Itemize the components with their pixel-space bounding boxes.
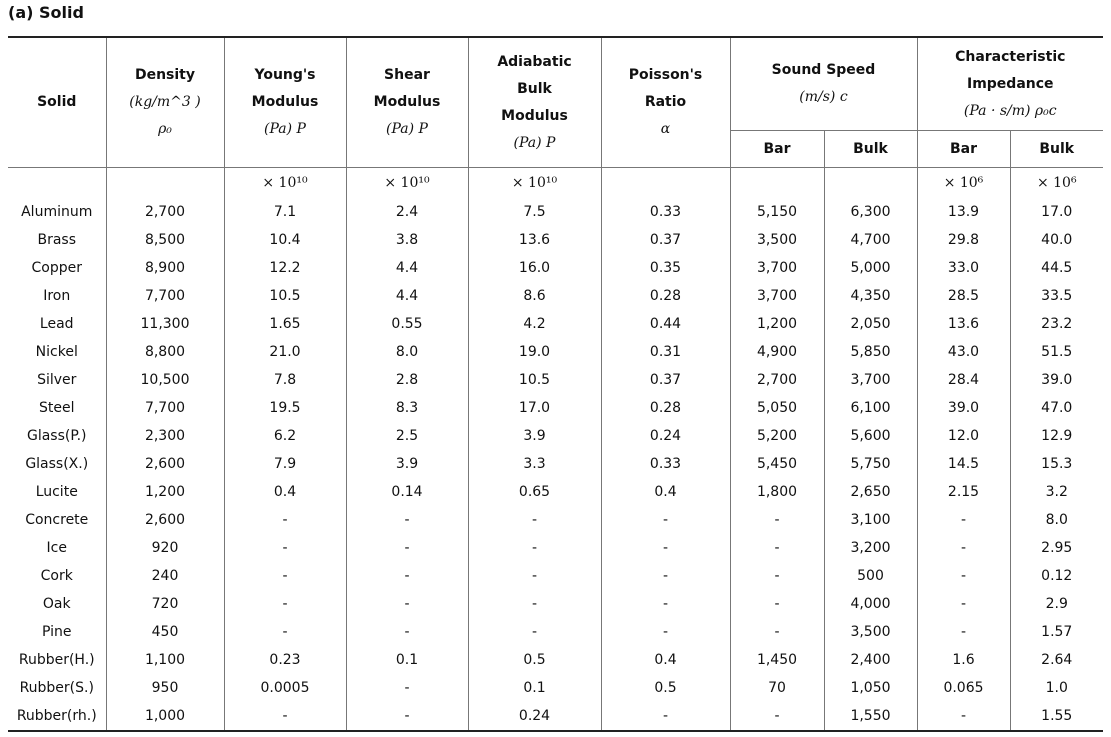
value-cell: 6,300 bbox=[824, 198, 917, 226]
table-row bbox=[8, 422, 1103, 450]
value-cell: - bbox=[917, 534, 1010, 562]
table-row bbox=[8, 198, 1103, 226]
value-cell: 0.33 bbox=[601, 450, 730, 478]
value-cell: - bbox=[601, 562, 730, 590]
value-cell: 8.6 bbox=[468, 282, 601, 310]
value-cell: 0.5 bbox=[468, 646, 601, 674]
solid-name-cell: Oak bbox=[8, 590, 106, 618]
value-cell: 16.0 bbox=[468, 254, 601, 282]
value-cell: - bbox=[917, 702, 1010, 731]
value-cell: 23.2 bbox=[1041, 316, 1073, 332]
value-cell: 0.4 bbox=[601, 646, 730, 674]
value-cell: 1,050 bbox=[824, 674, 917, 702]
header-sound-speed: Sound Speed (m/s) c bbox=[730, 37, 917, 131]
multiplier-cell bbox=[106, 168, 224, 199]
value-cell: 8,900 bbox=[106, 254, 224, 282]
value-cell: 10.5 bbox=[468, 366, 601, 394]
value-cell: 3.9 bbox=[346, 450, 468, 478]
value-cell: 12.9 bbox=[1041, 428, 1073, 444]
solid-name-cell: Iron bbox=[8, 282, 106, 310]
multiplier-row bbox=[8, 168, 1103, 199]
value-cell: - bbox=[224, 590, 346, 618]
value-cell: 13.6 bbox=[917, 310, 1010, 338]
value-cell: 0.33 bbox=[601, 198, 730, 226]
table-row bbox=[8, 506, 1103, 534]
multiplier-cell bbox=[8, 168, 106, 199]
value-cell: - bbox=[346, 702, 468, 731]
table-row bbox=[8, 282, 1103, 310]
value-cell: 3,500 bbox=[730, 226, 824, 254]
value-cell: 0.24 bbox=[468, 702, 601, 731]
value-cell: - bbox=[730, 534, 824, 562]
solid-name-cell: Steel bbox=[8, 394, 106, 422]
value-cell: 0.0005 bbox=[224, 674, 346, 702]
value-cell: 8.0 bbox=[1045, 512, 1068, 528]
table-row bbox=[8, 478, 1103, 506]
value-cell: 1.6 bbox=[917, 646, 1010, 674]
header-poisson-ratio: Poisson's Ratio α bbox=[601, 37, 730, 168]
solid-name-cell: Glass(X.) bbox=[8, 450, 106, 478]
header-bulk-modulus: Adiabatic Bulk Modulus (Pa) P bbox=[468, 37, 601, 168]
value-cell: - bbox=[601, 506, 730, 534]
solid-name-cell: Lead bbox=[8, 310, 106, 338]
value-cell: - bbox=[917, 618, 1010, 646]
value-cell: 2,050 bbox=[824, 310, 917, 338]
value-cell: 13.6 bbox=[468, 226, 601, 254]
table-row bbox=[8, 618, 1103, 646]
table-row bbox=[8, 702, 1103, 731]
value-cell: 0.5 bbox=[601, 674, 730, 702]
value-cell: 6,100 bbox=[824, 394, 917, 422]
value-cell: 2.5 bbox=[346, 422, 468, 450]
value-cell: 2,600 bbox=[106, 506, 224, 534]
value-cell: 1,550 bbox=[824, 702, 917, 731]
value-cell: 0.14 bbox=[346, 478, 468, 506]
value-cell: - bbox=[601, 590, 730, 618]
value-cell: 2.4 bbox=[346, 198, 468, 226]
value-cell: - bbox=[346, 618, 468, 646]
value-cell: 0.23 bbox=[224, 646, 346, 674]
value-cell: - bbox=[601, 534, 730, 562]
value-cell: - bbox=[468, 562, 601, 590]
value-cell: 920 bbox=[106, 534, 224, 562]
value-cell: 0.24 bbox=[601, 422, 730, 450]
header-impedance: Characteristic Impedance (Pa · s/m) ρ₀c bbox=[917, 37, 1103, 131]
value-cell: 0.44 bbox=[601, 310, 730, 338]
value-cell: - bbox=[468, 618, 601, 646]
value-cell: 0.55 bbox=[346, 310, 468, 338]
value-cell: - bbox=[601, 702, 730, 731]
value-cell: 2.64 bbox=[1041, 652, 1073, 668]
value-cell: - bbox=[224, 534, 346, 562]
multiplier-cell bbox=[601, 168, 730, 199]
value-cell: 5,600 bbox=[824, 422, 917, 450]
value-cell: - bbox=[730, 702, 824, 731]
header-density: Density (kg/m^3 ) ρ₀ bbox=[106, 37, 224, 168]
value-cell: 2.8 bbox=[346, 366, 468, 394]
solid-name-cell: Concrete bbox=[8, 506, 106, 534]
value-cell: 5,150 bbox=[730, 198, 824, 226]
value-cell: 4,700 bbox=[824, 226, 917, 254]
value-cell: 4,900 bbox=[730, 338, 824, 366]
table-row bbox=[8, 534, 1103, 562]
value-cell: 15.3 bbox=[1041, 456, 1073, 472]
value-cell: 7,700 bbox=[106, 394, 224, 422]
header-youngs-modulus: Young's Modulus (Pa) P bbox=[224, 37, 346, 168]
value-cell: 3,700 bbox=[730, 282, 824, 310]
multiplier-cell: × 10¹⁰ bbox=[346, 168, 468, 199]
value-cell: - bbox=[601, 618, 730, 646]
value-cell: 28.5 bbox=[917, 282, 1010, 310]
value-cell: 500 bbox=[824, 562, 917, 590]
value-cell: 1,100 bbox=[106, 646, 224, 674]
value-cell: 1.57 bbox=[1041, 624, 1073, 640]
value-cell: 0.12 bbox=[1041, 568, 1073, 584]
value-cell: 2,700 bbox=[106, 198, 224, 226]
value-cell: 950 bbox=[106, 674, 224, 702]
value-cell: 5,450 bbox=[730, 450, 824, 478]
table-row bbox=[8, 562, 1103, 590]
value-cell: 2,600 bbox=[106, 450, 224, 478]
value-cell: 3.2 bbox=[1045, 484, 1068, 500]
value-cell: 17.0 bbox=[1041, 204, 1073, 220]
solid-name-cell: Cork bbox=[8, 562, 106, 590]
value-cell: 7.5 bbox=[468, 198, 601, 226]
value-cell: - bbox=[346, 562, 468, 590]
value-cell: 0.37 bbox=[601, 226, 730, 254]
value-cell: 1,450 bbox=[730, 646, 824, 674]
table-row bbox=[8, 450, 1103, 478]
value-cell: - bbox=[917, 590, 1010, 618]
value-cell: 17.0 bbox=[468, 394, 601, 422]
multiplier-cell bbox=[824, 168, 917, 199]
value-cell: 28.4 bbox=[917, 366, 1010, 394]
table-row bbox=[8, 646, 1103, 674]
multiplier-cell: × 10⁶ bbox=[917, 168, 1010, 199]
value-cell: 8,800 bbox=[106, 338, 224, 366]
value-cell: 39.0 bbox=[917, 394, 1010, 422]
value-cell: 51.5 bbox=[1041, 344, 1073, 360]
value-cell: 7,700 bbox=[106, 282, 224, 310]
multiplier-cell: × 10¹⁰ bbox=[468, 168, 601, 199]
value-cell: 0.1 bbox=[346, 646, 468, 674]
value-cell: 0.65 bbox=[468, 478, 601, 506]
value-cell: 2.95 bbox=[1041, 540, 1073, 556]
value-cell: 33.5 bbox=[1041, 288, 1073, 304]
value-cell: 3.3 bbox=[468, 450, 601, 478]
header-impedance-bulk: Bulk bbox=[1010, 131, 1103, 168]
value-cell: 2.15 bbox=[917, 478, 1010, 506]
value-cell: 10.4 bbox=[224, 226, 346, 254]
value-cell: 720 bbox=[106, 590, 224, 618]
value-cell: 5,200 bbox=[730, 422, 824, 450]
value-cell: 40.0 bbox=[1041, 232, 1073, 248]
value-cell: 4,000 bbox=[824, 590, 917, 618]
value-cell: - bbox=[917, 562, 1010, 590]
value-cell: 0.065 bbox=[917, 674, 1010, 702]
solid-name-cell: Glass(P.) bbox=[8, 422, 106, 450]
solid-name-cell: Brass bbox=[8, 226, 106, 254]
value-cell: 8.3 bbox=[346, 394, 468, 422]
value-cell: 12.2 bbox=[224, 254, 346, 282]
value-cell: 13.9 bbox=[917, 198, 1010, 226]
value-cell: - bbox=[224, 702, 346, 731]
value-cell: 8.0 bbox=[346, 338, 468, 366]
value-cell: 240 bbox=[106, 562, 224, 590]
value-cell: - bbox=[346, 674, 468, 702]
value-cell: 7.8 bbox=[224, 366, 346, 394]
solid-name-cell: Nickel bbox=[8, 338, 106, 366]
value-cell: - bbox=[730, 506, 824, 534]
value-cell: 0.4 bbox=[601, 478, 730, 506]
value-cell: 3.9 bbox=[468, 422, 601, 450]
value-cell: 4.2 bbox=[468, 310, 601, 338]
value-cell: 3.8 bbox=[346, 226, 468, 254]
value-cell: 8,500 bbox=[106, 226, 224, 254]
value-cell: 0.4 bbox=[224, 478, 346, 506]
table-row bbox=[8, 254, 1103, 282]
header-shear-modulus: Shear Modulus (Pa) P bbox=[346, 37, 468, 168]
value-cell: - bbox=[224, 506, 346, 534]
value-cell: 0.28 bbox=[601, 394, 730, 422]
value-cell: - bbox=[468, 534, 601, 562]
table-row bbox=[8, 674, 1103, 702]
value-cell: 3,700 bbox=[824, 366, 917, 394]
value-cell: 47.0 bbox=[1041, 400, 1073, 416]
table-body bbox=[8, 168, 1103, 732]
multiplier-cell: × 10¹⁰ bbox=[224, 168, 346, 199]
header-sound-bulk: Bulk bbox=[824, 131, 917, 168]
value-cell: 19.0 bbox=[468, 338, 601, 366]
value-cell: 0.28 bbox=[601, 282, 730, 310]
value-cell: 1.65 bbox=[224, 310, 346, 338]
value-cell: - bbox=[224, 618, 346, 646]
value-cell: - bbox=[468, 590, 601, 618]
value-cell: - bbox=[730, 618, 824, 646]
value-cell: 4.4 bbox=[346, 282, 468, 310]
value-cell: 14.5 bbox=[917, 450, 1010, 478]
header-sound-bar: Bar bbox=[730, 131, 824, 168]
solid-name-cell: Copper bbox=[8, 254, 106, 282]
value-cell: 0.1 bbox=[468, 674, 601, 702]
solid-name-cell: Lucite bbox=[8, 478, 106, 506]
value-cell: 70 bbox=[730, 674, 824, 702]
value-cell: 5,850 bbox=[824, 338, 917, 366]
value-cell: 5,750 bbox=[824, 450, 917, 478]
solid-properties-table bbox=[8, 36, 1103, 732]
solid-name-cell: Silver bbox=[8, 366, 106, 394]
table-row bbox=[8, 590, 1103, 618]
value-cell: 33.0 bbox=[917, 254, 1010, 282]
value-cell: - bbox=[346, 534, 468, 562]
table-row bbox=[8, 226, 1103, 254]
value-cell: 3,200 bbox=[824, 534, 917, 562]
value-cell: 4.4 bbox=[346, 254, 468, 282]
value-cell: 6.2 bbox=[224, 422, 346, 450]
value-cell: 29.8 bbox=[917, 226, 1010, 254]
value-cell: 5,050 bbox=[730, 394, 824, 422]
value-cell: 450 bbox=[106, 618, 224, 646]
value-cell: 1,200 bbox=[730, 310, 824, 338]
value-cell: - bbox=[730, 562, 824, 590]
solid-name-cell: Aluminum bbox=[8, 198, 106, 226]
value-cell: 39.0 bbox=[1041, 372, 1073, 388]
value-cell: 2,650 bbox=[824, 478, 917, 506]
table-row bbox=[8, 310, 1103, 338]
value-cell: 43.0 bbox=[917, 338, 1010, 366]
value-cell: 2,300 bbox=[106, 422, 224, 450]
value-cell: 7.9 bbox=[224, 450, 346, 478]
value-cell: 3,700 bbox=[730, 254, 824, 282]
value-cell: 19.5 bbox=[224, 394, 346, 422]
value-cell: 44.5 bbox=[1041, 260, 1073, 276]
value-cell: - bbox=[224, 562, 346, 590]
value-cell: - bbox=[346, 590, 468, 618]
value-cell: 10.5 bbox=[224, 282, 346, 310]
value-cell: 0.37 bbox=[601, 366, 730, 394]
value-cell: - bbox=[730, 590, 824, 618]
value-cell: 0.35 bbox=[601, 254, 730, 282]
table-row bbox=[8, 366, 1103, 394]
table-row bbox=[8, 338, 1103, 366]
value-cell: - bbox=[346, 506, 468, 534]
value-cell: - bbox=[917, 506, 1010, 534]
value-cell: 5,000 bbox=[824, 254, 917, 282]
value-cell: 2,400 bbox=[824, 646, 917, 674]
value-cell: 1,200 bbox=[106, 478, 224, 506]
value-cell: 10,500 bbox=[106, 366, 224, 394]
value-cell: 1,800 bbox=[730, 478, 824, 506]
header-impedance-bar: Bar bbox=[917, 131, 1010, 168]
value-cell: 3,100 bbox=[824, 506, 917, 534]
value-cell: 2,700 bbox=[730, 366, 824, 394]
solid-name-cell: Rubber(H.) bbox=[8, 646, 106, 674]
header-solid: Solid bbox=[8, 37, 106, 168]
value-cell: 3,500 bbox=[824, 618, 917, 646]
solid-name-cell: Rubber(rh.) bbox=[8, 702, 106, 731]
value-cell: 4,350 bbox=[824, 282, 917, 310]
value-cell: 0.31 bbox=[601, 338, 730, 366]
value-cell: 12.0 bbox=[917, 422, 1010, 450]
multiplier-cell: × 10⁶ bbox=[1036, 175, 1077, 191]
value-cell: 1,000 bbox=[106, 702, 224, 731]
solid-name-cell: Rubber(S.) bbox=[8, 674, 106, 702]
value-cell: 11,300 bbox=[106, 310, 224, 338]
value-cell: - bbox=[468, 506, 601, 534]
value-cell: 1.55 bbox=[1041, 708, 1073, 724]
value-cell: 1.0 bbox=[1045, 680, 1068, 696]
solid-name-cell: Pine bbox=[8, 618, 106, 646]
table-row bbox=[8, 394, 1103, 422]
value-cell: 21.0 bbox=[224, 338, 346, 366]
solid-name-cell: Ice bbox=[8, 534, 106, 562]
value-cell: 7.1 bbox=[224, 198, 346, 226]
table-caption: (a) Solid bbox=[8, 3, 84, 22]
multiplier-cell bbox=[730, 168, 824, 199]
value-cell: 2.9 bbox=[1045, 596, 1068, 612]
